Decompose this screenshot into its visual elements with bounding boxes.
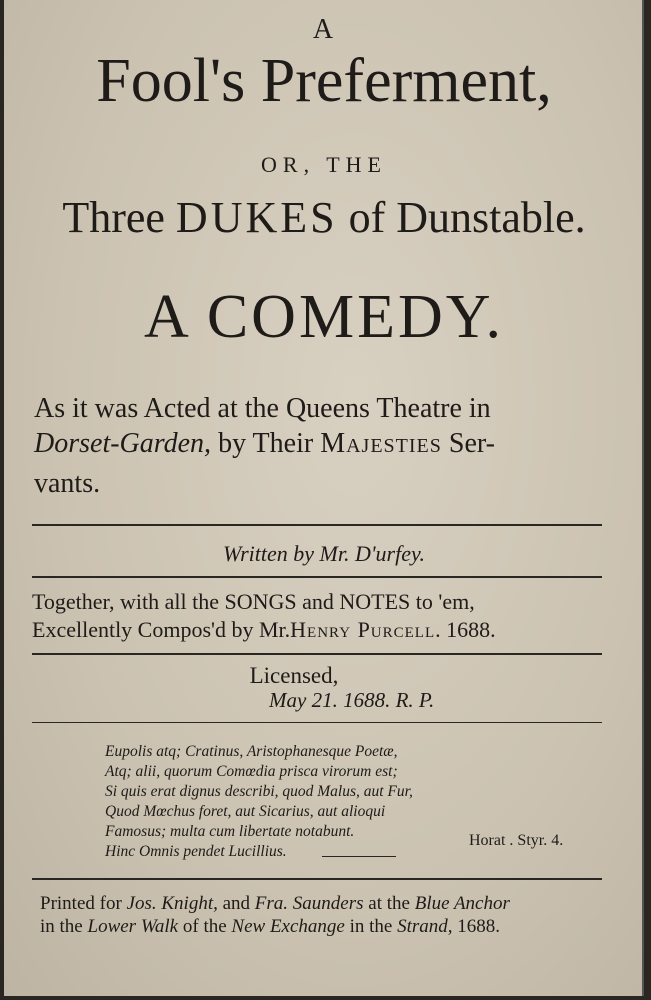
epigraph-line: Quod Mœchus foret, aut Sicarius, aut alioqui — [105, 803, 386, 820]
imprint-in-the-2: in the — [349, 916, 393, 937]
genre-heading: A COMEDY. — [143, 283, 505, 351]
imprint-in-the: in the — [40, 916, 83, 937]
acted-line-1: As it was Acted at the Queens Theatre in — [34, 393, 491, 424]
acted-by: by Their — [218, 428, 314, 459]
imprint-exchange: New Exchange — [231, 916, 345, 937]
acted-venue: Dorset-Garden, — [34, 428, 212, 459]
music-line-1: Together, with all the SONGS and NOTES to 'em, — [32, 589, 475, 614]
subtitle-caps: DUKES — [175, 193, 338, 242]
rule-4 — [32, 722, 602, 723]
imprint-at: at the — [368, 893, 410, 914]
rule-3 — [32, 653, 602, 655]
subtitle-post: of Dunstable. — [348, 193, 586, 242]
music-line-2 — [32, 617, 496, 643]
imprint-saunders: Fra. Saunders — [254, 893, 364, 914]
rule-1 — [32, 524, 602, 526]
license-label: Licensed, — [249, 663, 339, 688]
music-composer: Henry Purcell — [290, 617, 436, 642]
music-composed: Excellently Compos'd by Mr. — [32, 617, 291, 642]
imprint-strand: Strand, — [397, 916, 453, 937]
subtitle — [4, 192, 644, 243]
imprint-anchor: Blue Anchor — [414, 893, 510, 914]
author-line: Written by Mr. D'urfey. — [222, 541, 426, 566]
subtitle-pre: Three — [62, 193, 165, 242]
epigraph-line: Famosus; multa cum libertate notabunt. — [105, 823, 355, 840]
title-page — [4, 0, 644, 996]
imprint-lower-walk: Lower Walk — [87, 916, 179, 937]
rule-5 — [32, 878, 602, 880]
epigraph-source: Horat . Styr. 4. — [469, 832, 564, 849]
title-article: A — [312, 14, 336, 45]
title-or: OR, THE — [261, 152, 387, 177]
main-title: Fool's Preferment, — [96, 47, 552, 115]
imprint-year: 1688. — [457, 916, 501, 937]
imprint-of-the: of the — [182, 916, 227, 937]
imprint-and: and — [222, 893, 251, 914]
imprint-line-2 — [40, 916, 500, 938]
acted-line-2 — [34, 428, 495, 460]
imprint-line-1 — [40, 893, 510, 915]
imprint-printed: Printed for — [40, 893, 122, 914]
acted-servants: Ser- — [448, 428, 495, 459]
acted-majesties: Majesties — [320, 428, 442, 459]
epigraph-line: Hinc Omnis pendet Lucillius. — [105, 843, 287, 860]
epigraph-line: Eupolis atq; Cratinus, Aristophanesque Poetæ, — [105, 743, 398, 760]
rule-2 — [32, 576, 602, 578]
epigraph-line: Si quis erat dignus describi, quod Malus, aut Fur, — [105, 783, 413, 800]
license-date: May 21. 1688. R. P. — [269, 688, 435, 712]
epigraph-line: Atq; alii, quorum Comœdia prisca virorum est; — [105, 763, 398, 780]
epigraph-dash — [322, 856, 396, 857]
imprint-knight: Jos. Knight, — [126, 893, 218, 914]
music-year: . 1688. — [435, 617, 496, 642]
acted-line-3: vants. — [34, 468, 101, 499]
